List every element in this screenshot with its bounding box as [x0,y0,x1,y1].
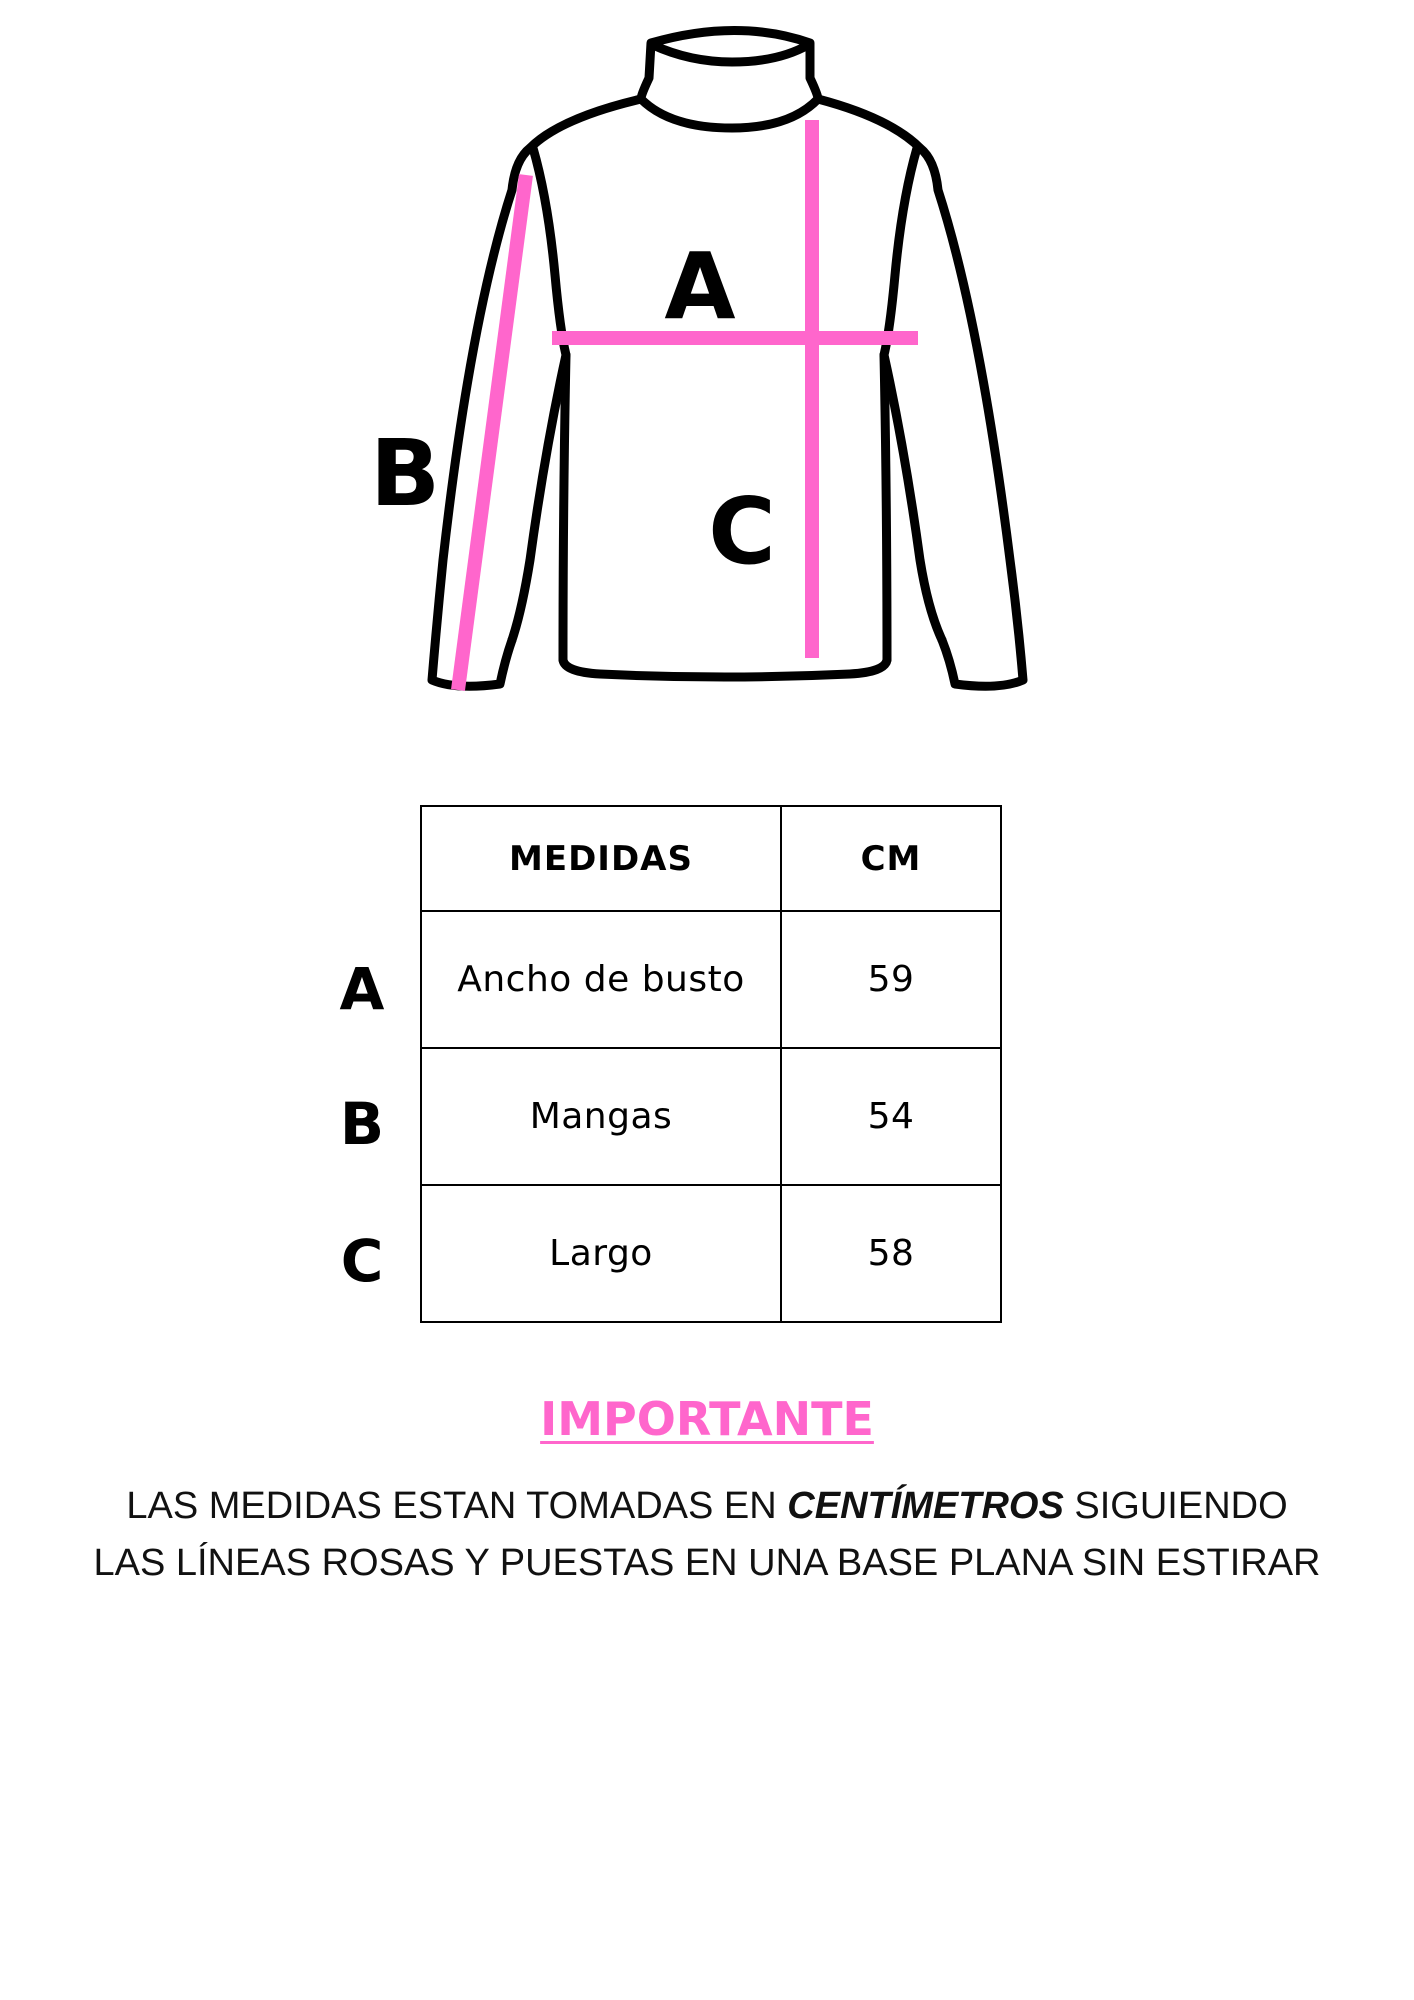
row-letter-c: C [340,1227,384,1295]
row-letter-a: A [339,955,385,1023]
measurement-lines [458,120,918,690]
sweater-outline [432,31,1023,687]
note-emphasis: CENTÍMETROS [787,1485,1064,1527]
note-line-1-start: LAS MEDIDAS ESTAN TOMADAS EN [126,1485,788,1527]
header-cm: CM [781,806,1001,911]
table-row [421,1185,1001,1322]
right-torso-side [884,355,887,660]
collar-outline [641,31,818,129]
diagram-label-b: B [369,420,441,527]
sweater-diagram [0,0,1414,720]
measurement-note [0,1478,1414,1592]
note-line-1 [0,1478,1414,1535]
table-row [421,1048,1001,1185]
table-header-row [421,806,1001,911]
measure-value: 54 [781,1048,1001,1185]
diagram-label-c: C [708,478,776,585]
measure-name: Mangas [421,1048,781,1185]
important-title: IMPORTANTE [540,1392,874,1446]
size-table [420,805,1002,1323]
table-row [421,911,1001,1048]
right-shoulder-sleeve [818,99,1023,686]
row-letter-b: B [339,1090,385,1158]
measure-name: Ancho de busto [421,911,781,1048]
note-line-2: LAS LÍNEAS ROSAS Y PUESTAS EN UNA BASE PLANA SIN ESTIRAR [93,1542,1321,1584]
measure-name: Largo [421,1185,781,1322]
left-torso-side [563,355,566,660]
measure-value: 59 [781,911,1001,1048]
note-line-1-end: SIGUIENDO [1063,1485,1288,1527]
hem [563,660,887,677]
header-measures: MEDIDAS [421,806,781,911]
right-inner-sleeve [884,148,942,640]
collar-fold [653,45,808,62]
diagram-label-a: A [664,233,736,340]
measure-value: 58 [781,1185,1001,1322]
